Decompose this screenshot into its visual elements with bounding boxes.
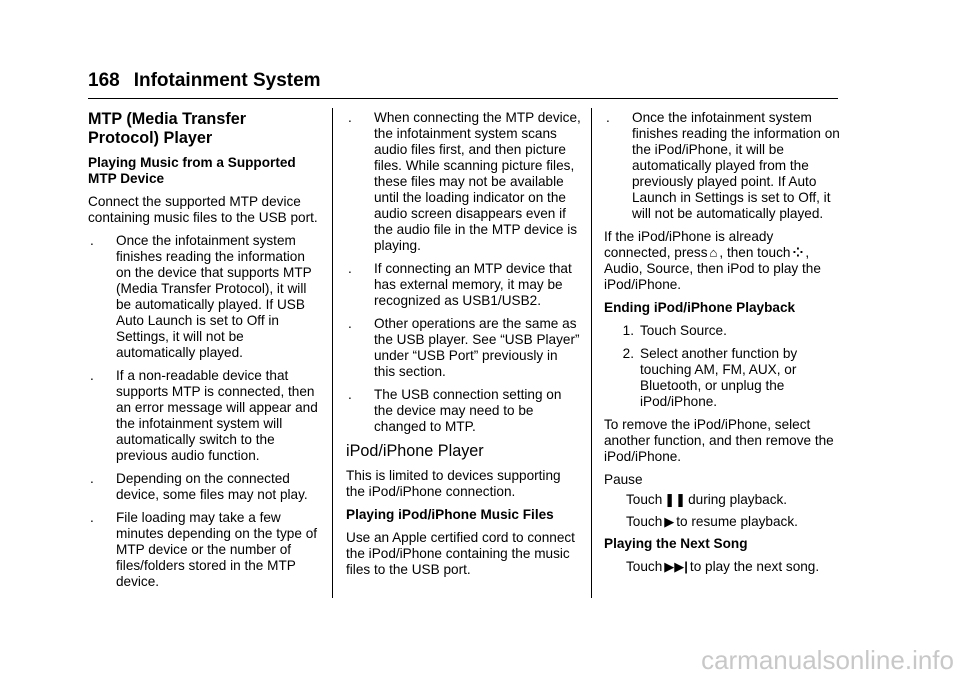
- pause-heading: Pause: [604, 472, 643, 487]
- ipod-title: iPod/iPhone Player: [346, 442, 484, 460]
- header-rule: [88, 98, 838, 99]
- play-icon: ▶: [664, 514, 675, 529]
- pause-icon: ❚❚: [664, 492, 687, 507]
- ipod-connect-text: Use an Apple certified cord to connect the iPod/iPhone containing the music files to the USB port.: [346, 530, 575, 577]
- next-song-heading: Playing the Next Song: [604, 536, 748, 551]
- pause-instruction: Touch ❚❚ during playback.: [626, 492, 788, 507]
- column-divider-2: [591, 108, 592, 598]
- mtp-title: MTP (Media Transfer Protocol) Player: [88, 110, 247, 147]
- list-item: . Depending on the connected device, some files may not play.: [90, 471, 308, 502]
- list-item: . File loading may take a few minutes depending on the type of MTP device or the number of files/folders stored in the MTP device.: [90, 510, 318, 589]
- list-item: 1. Touch Source.: [622, 323, 727, 338]
- remove-ipod-text: To remove the iPod/iPhone, select another function, and then remove the iPod/iPhone.: [604, 417, 834, 464]
- column-3: [604, 110, 840, 581]
- list-item: . If connecting an MTP device that has external memory, it may be recognized as USB1/USB2.: [348, 261, 572, 308]
- section-title: Infotainment System: [133, 70, 321, 91]
- list-item: . Once the infotainment system finishes reading the information on the device that supports MTP (Media Transfer Protocol), it will be automatically played. If USB Auto Launch is set to Off in Settings, it will not be automatically played.: [90, 233, 312, 360]
- column-2: [346, 110, 582, 585]
- resume-instruction: Touch ▶ to resume playback.: [626, 514, 798, 529]
- column-divider-1: [332, 108, 333, 598]
- ipod-subheading: Playing iPod/iPhone Music Files: [346, 507, 554, 522]
- column-1: [88, 110, 320, 597]
- list-item: . The USB connection setting on the device may need to be changed to MTP.: [348, 387, 562, 434]
- next-track-icon: ▶▶|: [664, 559, 688, 574]
- list-item: . If a non-readable device that supports MTP is connected, then an error message will appear and the infotainment system will automatically switch to the previous audio function.: [90, 368, 318, 463]
- mtp-intro: Connect the supported MTP device containing music files to the USB port.: [88, 194, 318, 225]
- apps-icon: ⁘: [792, 245, 804, 260]
- list-item: . When connecting the MTP device, the infotainment system scans audio files first, and then picture files. While scanning picture files, these files may not be available until the loading indicator on the audio screen disappears even if the audio file in the MTP device is playing.: [348, 110, 581, 253]
- next-song-instruction: Touch ▶▶| to play the next song.: [626, 559, 820, 574]
- page-header: [88, 70, 321, 92]
- list-item: . Once the infotainment system finishes reading the information on the iPod/iPhone, it will be automatically played from the previously played point. If Auto Launch in Settings is set to Off, it will not be automatically played.: [606, 110, 840, 221]
- mtp-subheading: Playing Music from a Supported MTP Device: [88, 155, 296, 186]
- list-item: . Other operations are the same as the USB player. See “USB Player” under “USB Port” previously in this section.: [348, 316, 580, 379]
- already-connected-text: If the iPod/iPhone is already connected, press ⌂ , then touch ⁘ , Audio, Source, then iPod to play the iPod/iPhone.: [604, 229, 821, 292]
- watermark: carmanualsonline.info: [701, 645, 954, 675]
- list-item: 2. Select another function by touching AM, FM, AUX, or Bluetooth, or unplug the iPod/iPhone.: [622, 346, 798, 409]
- home-icon: ⌂: [709, 245, 718, 260]
- ending-playback-heading: Ending iPod/iPhone Playback: [604, 300, 796, 315]
- ipod-intro: This is limited to devices supporting the iPod/iPhone connection.: [346, 468, 561, 499]
- page-number: 168: [88, 70, 120, 91]
